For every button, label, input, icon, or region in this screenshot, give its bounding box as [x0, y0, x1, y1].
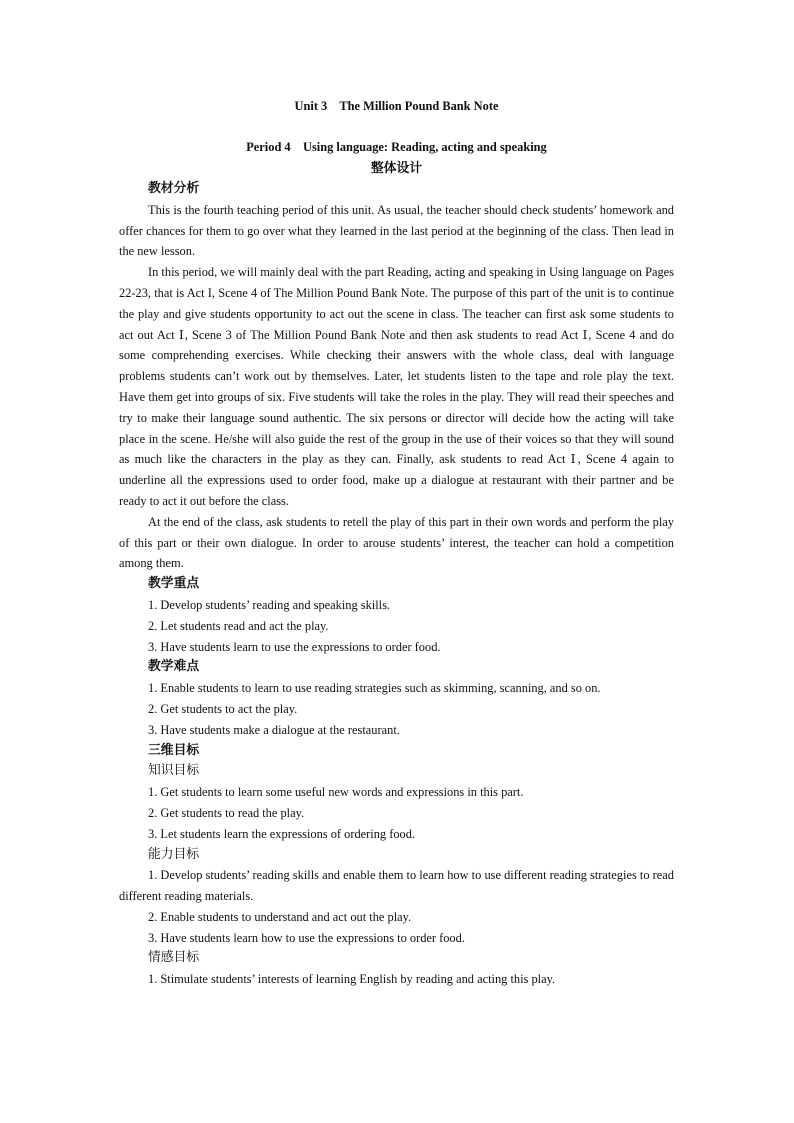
- knowledge-objective-item: 2. Get students to read the play.: [148, 805, 305, 820]
- period-title: Period 4 Using language: Reading, acting and speaking: [246, 140, 547, 154]
- key-point-item: 1. Develop students’ reading and speaking skills.: [148, 597, 391, 612]
- knowledge-objective-item: 1. Get students to learn some useful new words and expressions in this part.: [148, 785, 524, 800]
- materials-paragraph-2: In this period, we will mainly deal with the part Reading, acting and speaking in Using language on Pages 22-23, that is Act I, Scene 4 of The Million Pound Bank Note. The purpose of this part of the unit is to continue the play and give students opportunity to act out the scene in class. The teacher can first ask some students to act out Act Ⅰ, Scene 3 of The Million Pound Bank Note and then ask students to read Act Ⅰ, Scene 4 and do some comprehending exercises. While checking their answers with the whole class, deal with language problems students can’t work out by themselves. Later, let students listen to the tape and role play the text. Have them get into groups of six. Five students will take the roles in the play. They will read their speeches and try to make their language sound authentic. The six persons or director will decide how the acting will take place in the scene. He/she will also guide the rest of the group in the use of their voices so that they will sound as much like the characters in the play as they can. Finally, ask students to read Act Ⅰ, Scene 4 again to underline all the expressions used to order food, make up a dialogue at restaurant with their partner and be ready to act it out before the class.: [119, 265, 674, 508]
- knowledge-objectives-heading: 知识目标: [148, 763, 200, 779]
- materials-paragraph-1: This is the fourth teaching period of this unit. As usual, the teacher should check students’ homework and offer chances for them to go over what they learned in the last period at the beginning of the class. Then lead in the new lesson.: [119, 202, 674, 259]
- document-page: [119, 96, 674, 990]
- design-title: 整体设计: [370, 161, 423, 176]
- objectives-heading: 三维目标: [148, 742, 200, 758]
- key-point-item: 3. Have students learn to use the expressions to order food.: [148, 639, 441, 654]
- difficulty-item: 3. Have students make a dialogue at the restaurant.: [148, 722, 400, 737]
- difficulty-item: 1. Enable students to learn to use reading strategies such as skimming, scanning, and so on.: [148, 681, 601, 696]
- unit-title: Unit 3 The Million Pound Bank Note: [294, 99, 499, 113]
- knowledge-objective-item: 3. Let students learn the expressions of ordering food.: [148, 826, 416, 841]
- ability-objective-item: 1. Develop students’ reading skills and enable them to learn how to use different reading strategies to read different reading materials.: [119, 868, 674, 904]
- ability-objective-item: 3. Have students learn how to use the expressions to order food.: [148, 930, 465, 945]
- difficulties-heading: 教学难点: [148, 659, 200, 675]
- ability-objective-item: 2. Enable students to understand and act out the play.: [148, 909, 412, 924]
- difficulty-item: 2. Get students to act the play.: [148, 701, 298, 716]
- key-points-heading: 教学重点: [148, 576, 200, 592]
- emotion-objective-item: 1. Stimulate students’ interests of learning English by reading and acting this play.: [148, 972, 556, 987]
- key-point-item: 2. Let students read and act the play.: [148, 618, 329, 633]
- materials-paragraph-3: At the end of the class, ask students to retell the play of this part in their own words and perform the play of this part or their own dialogue. In order to arouse students’ interest, the teacher can hold a competition among them.: [119, 514, 674, 571]
- emotion-objectives-heading: 情感目标: [148, 950, 200, 966]
- ability-objectives-heading: 能力目标: [148, 846, 200, 862]
- materials-heading: 教材分析: [148, 181, 200, 196]
